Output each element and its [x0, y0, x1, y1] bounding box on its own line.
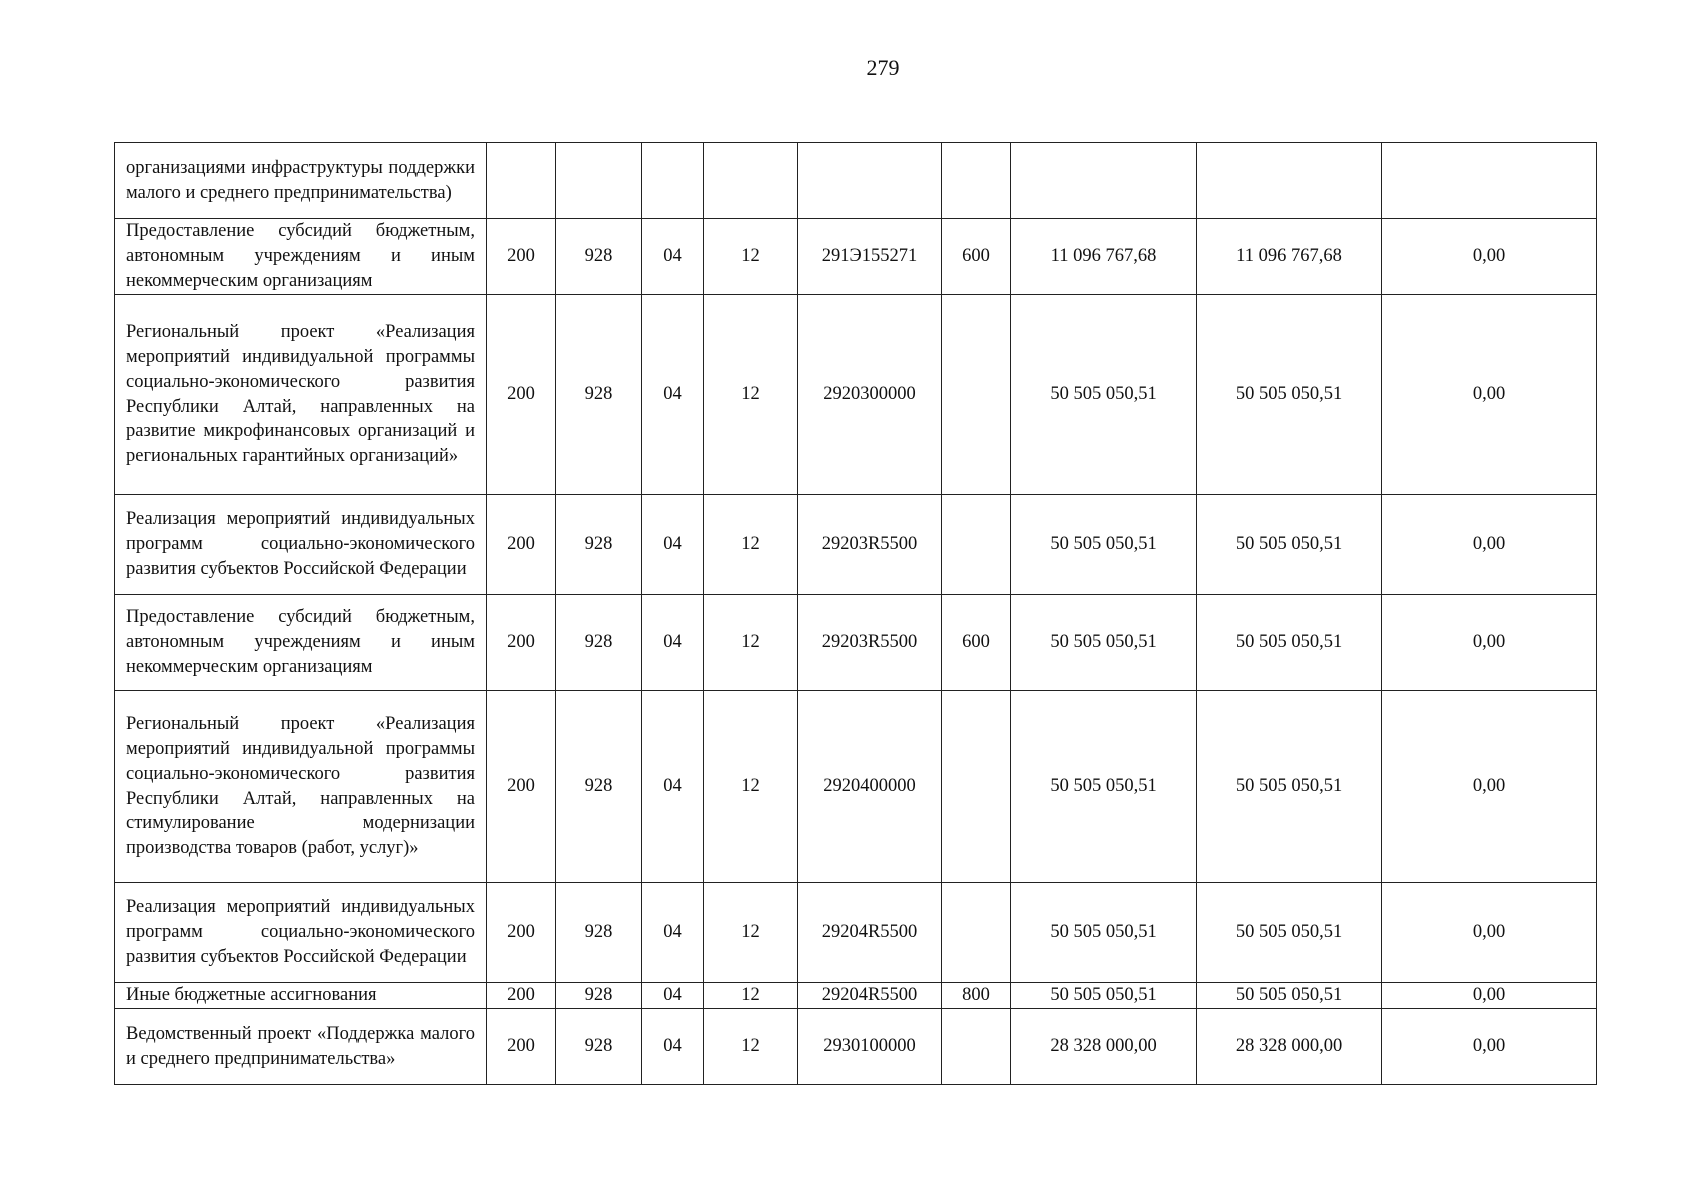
row-name-cell: Реализация мероприятий индивидуальных программ социально-экономического развития субъектов Российской Федерации: [115, 883, 487, 983]
subsection-code-cell: 12: [704, 883, 798, 983]
table-row: [115, 883, 1597, 983]
department-code-cell: [556, 143, 642, 219]
target-article-cell: 291Э155271: [798, 219, 942, 295]
table-row: [115, 595, 1597, 691]
amount-federal-cell: 50 505 050,51: [1197, 595, 1382, 691]
expense-type-cell: 600: [942, 219, 1011, 295]
expense-type-cell: [942, 691, 1011, 883]
department-code-cell: 928: [556, 495, 642, 595]
amount-federal-cell: 28 328 000,00: [1197, 1009, 1382, 1085]
target-article-cell: 29203R5500: [798, 595, 942, 691]
section-code-cell: [642, 143, 704, 219]
amount-remainder-cell: 0,00: [1382, 883, 1597, 983]
target-article-cell: 29204R5500: [798, 983, 942, 1009]
department-code-cell: 928: [556, 295, 642, 495]
section-code-cell: 04: [642, 883, 704, 983]
subsection-code-cell: 12: [704, 691, 798, 883]
row-name-cell: Иные бюджетные ассигнования: [115, 983, 487, 1009]
amount-federal-cell: 11 096 767,68: [1197, 219, 1382, 295]
amount-total-cell: 11 096 767,68: [1011, 219, 1197, 295]
amount-remainder-cell: 0,00: [1382, 691, 1597, 883]
table-row: [115, 1009, 1597, 1085]
expense-type-cell: [942, 295, 1011, 495]
department-code-cell: 928: [556, 983, 642, 1009]
amount-total-cell: 50 505 050,51: [1011, 595, 1197, 691]
section-code-cell: 04: [642, 295, 704, 495]
amount-total-cell: 50 505 050,51: [1011, 883, 1197, 983]
grbs-code-cell: 200: [487, 883, 556, 983]
amount-total-cell: 50 505 050,51: [1011, 691, 1197, 883]
section-code-cell: 04: [642, 595, 704, 691]
amount-remainder-cell: [1382, 143, 1597, 219]
expense-type-cell: 800: [942, 983, 1011, 1009]
amount-remainder-cell: 0,00: [1382, 219, 1597, 295]
subsection-code-cell: 12: [704, 219, 798, 295]
grbs-code-cell: 200: [487, 691, 556, 883]
table-row: [115, 691, 1597, 883]
department-code-cell: 928: [556, 1009, 642, 1085]
row-name-cell: организациями инфраструктуры поддержки малого и среднего предпринимательства): [115, 143, 487, 219]
subsection-code-cell: 12: [704, 1009, 798, 1085]
row-name-cell: Ведомственный проект «Поддержка малого и среднего предпринимательства»: [115, 1009, 487, 1085]
table-row: [115, 983, 1597, 1009]
row-name-cell: Предоставление субсидий бюджетным, автономным учреждениям и иным некоммерческим организациям: [115, 219, 487, 295]
target-article-cell: 2920400000: [798, 691, 942, 883]
amount-remainder-cell: 0,00: [1382, 1009, 1597, 1085]
row-name-cell: Региональный проект «Реализация мероприятий индивидуальной программы социально-экономического развития Республики Алтай, направленных на развитие микрофинансовых организаций и региональных гарантийных организаций»: [115, 295, 487, 495]
subsection-code-cell: 12: [704, 595, 798, 691]
department-code-cell: 928: [556, 883, 642, 983]
expense-type-cell: [942, 143, 1011, 219]
amount-total-cell: [1011, 143, 1197, 219]
subsection-code-cell: 12: [704, 295, 798, 495]
department-code-cell: 928: [556, 595, 642, 691]
target-article-cell: 2920300000: [798, 295, 942, 495]
section-code-cell: 04: [642, 495, 704, 595]
section-code-cell: 04: [642, 983, 704, 1009]
amount-remainder-cell: 0,00: [1382, 295, 1597, 495]
subsection-code-cell: [704, 143, 798, 219]
subsection-code-cell: 12: [704, 495, 798, 595]
target-article-cell: 2930100000: [798, 1009, 942, 1085]
section-code-cell: 04: [642, 219, 704, 295]
department-code-cell: 928: [556, 219, 642, 295]
budget-table: [114, 142, 1597, 1085]
row-name-cell: Реализация мероприятий индивидуальных программ социально-экономического развития субъектов Российской Федерации: [115, 495, 487, 595]
target-article-cell: 29204R5500: [798, 883, 942, 983]
amount-remainder-cell: 0,00: [1382, 495, 1597, 595]
amount-total-cell: 50 505 050,51: [1011, 495, 1197, 595]
expense-type-cell: [942, 883, 1011, 983]
department-code-cell: 928: [556, 691, 642, 883]
amount-federal-cell: 50 505 050,51: [1197, 691, 1382, 883]
row-name-cell: Региональный проект «Реализация мероприятий индивидуальной программы социально-экономического развития Республики Алтай, направленных на стимулирование модернизации производства товаров (работ, услуг)»: [115, 691, 487, 883]
expense-type-cell: 600: [942, 595, 1011, 691]
row-name-cell: Предоставление субсидий бюджетным, автономным учреждениям и иным некоммерческим организациям: [115, 595, 487, 691]
section-code-cell: 04: [642, 691, 704, 883]
grbs-code-cell: 200: [487, 595, 556, 691]
subsection-code-cell: 12: [704, 983, 798, 1009]
table-row: [115, 219, 1597, 295]
table-row: [115, 295, 1597, 495]
expense-type-cell: [942, 495, 1011, 595]
grbs-code-cell: 200: [487, 1009, 556, 1085]
expense-type-cell: [942, 1009, 1011, 1085]
amount-remainder-cell: 0,00: [1382, 983, 1597, 1009]
amount-federal-cell: 50 505 050,51: [1197, 495, 1382, 595]
grbs-code-cell: 200: [487, 295, 556, 495]
grbs-code-cell: 200: [487, 983, 556, 1009]
table-row: [115, 495, 1597, 595]
table-row: [115, 143, 1597, 219]
target-article-cell: 29203R5500: [798, 495, 942, 595]
amount-remainder-cell: 0,00: [1382, 595, 1597, 691]
target-article-cell: [798, 143, 942, 219]
amount-total-cell: 50 505 050,51: [1011, 983, 1197, 1009]
grbs-code-cell: [487, 143, 556, 219]
amount-federal-cell: 50 505 050,51: [1197, 295, 1382, 495]
page-number: 279: [866, 55, 900, 80]
amount-federal-cell: 50 505 050,51: [1197, 883, 1382, 983]
amount-federal-cell: 50 505 050,51: [1197, 983, 1382, 1009]
amount-total-cell: 28 328 000,00: [1011, 1009, 1197, 1085]
amount-federal-cell: [1197, 143, 1382, 219]
grbs-code-cell: 200: [487, 495, 556, 595]
amount-total-cell: 50 505 050,51: [1011, 295, 1197, 495]
section-code-cell: 04: [642, 1009, 704, 1085]
grbs-code-cell: 200: [487, 219, 556, 295]
